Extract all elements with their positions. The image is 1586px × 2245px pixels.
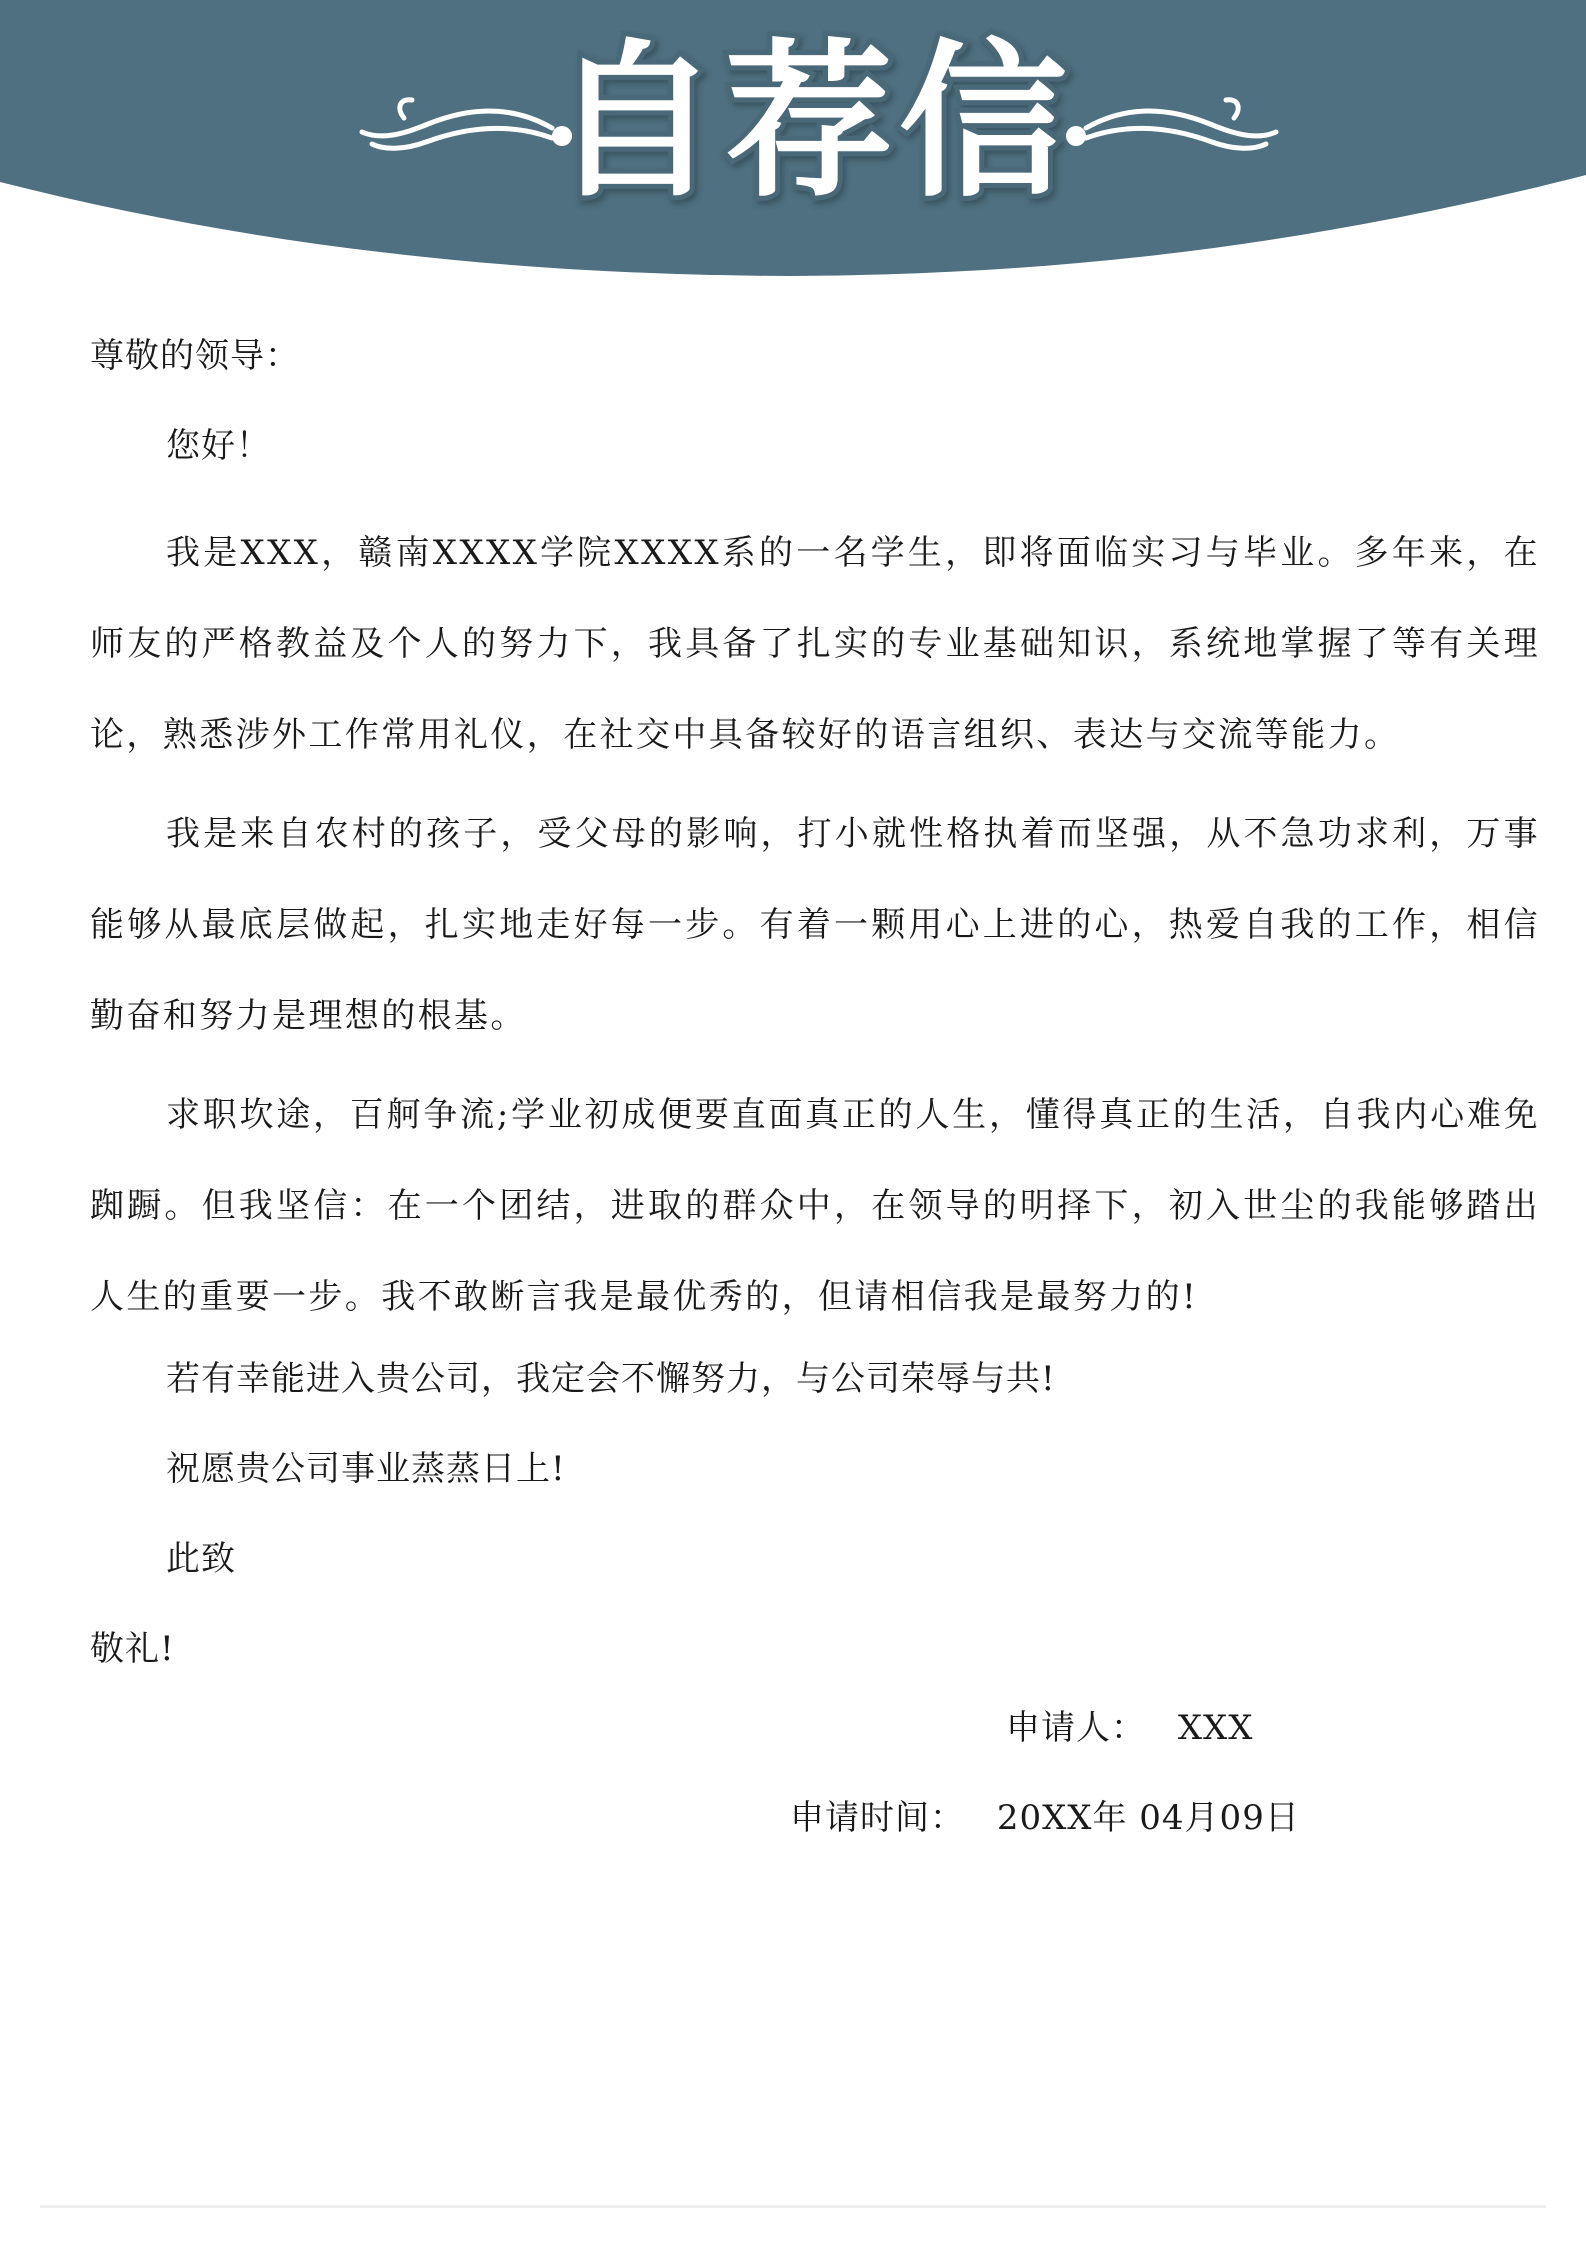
date-value: 20XX年 04月09日 — [996, 1798, 1300, 1838]
salutation: 尊敬的领导： — [90, 336, 300, 376]
paragraph-belief: 求职坎途，百舸争流;学业初成便要直面真正的人生，懂得真正的生活，自我内心难免踟蹰。但我坚信：在一个团结，进取的群众中，在领导的明择下，初入世尘的我能够踏出人生的重要一步。我不敢断言我是最优秀的，但请相信我是最努力的! — [90, 1095, 1540, 1317]
wish-line: 祝愿贵公司事业蒸蒸日上! — [166, 1449, 566, 1489]
date-label: 申请时间： — [790, 1798, 965, 1838]
hope-line: 若有幸能进入贵公司，我定会不懈努力，与公司荣辱与共! — [166, 1359, 1056, 1399]
footer-divider — [40, 2205, 1546, 2208]
header-band — [0, 0, 1586, 320]
closing-line-1: 此致 — [166, 1539, 236, 1579]
closing-line-2: 敬礼! — [90, 1629, 175, 1669]
paragraph-background: 我是来自农村的孩子，受父母的影响，打小就性格执着而坚强，从不急功求利，万事能够从最底层做起，扎实地走好每一步。有着一颗用心上进的心，热爱自我的工作，相信勤奋和努力是理想的根基。 — [90, 814, 1540, 1036]
hello-line: 您好！ — [166, 426, 271, 466]
date-row — [790, 1790, 1300, 1846]
applicant-label: 申请人： — [1006, 1708, 1146, 1748]
applicant-row — [1006, 1700, 1253, 1756]
page-title: 自荐信 — [551, 24, 1073, 220]
header-banner — [0, 0, 1586, 320]
paragraph-intro: 我是XXX，赣南XXXX学院XXXX系的一名学生，即将面临实习与毕业。多年来，在师友的严格教益及个人的努力下，我具备了扎实的专业基础知识，系统地掌握了等有关理论，熟悉涉外工作常用礼仪，在社交中具备较好的语言组织、表达与交流等能力。 — [90, 533, 1540, 755]
letter-body — [90, 310, 1540, 1677]
applicant-name: XXX — [1177, 1708, 1254, 1748]
